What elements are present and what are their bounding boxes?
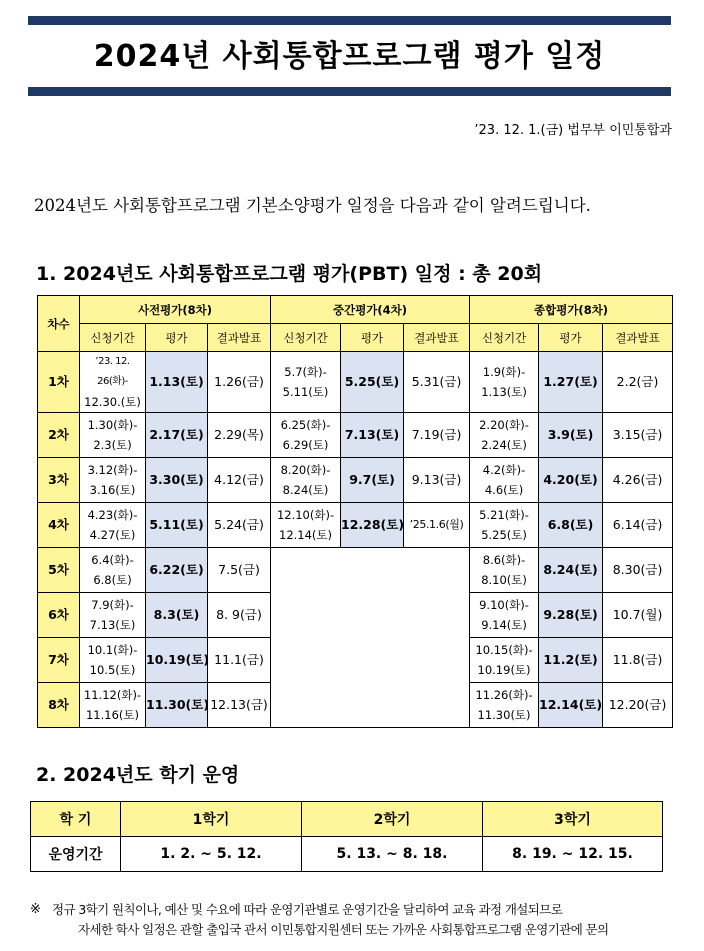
final-exam-cell: 3.9(토) — [539, 413, 603, 458]
mid-apply-cell: 12.10(화)- 12.14(토) — [271, 503, 341, 548]
mid-result-cell: 9.13(금) — [404, 458, 470, 503]
pre-exam-cell: 3.30(토) — [146, 458, 208, 503]
period-label: 운영기간 — [31, 837, 121, 872]
title-bottom-rule — [28, 87, 671, 96]
pre-apply-cell: 3.12(화)- 3.16(토) — [80, 458, 146, 503]
pre-exam-cell: 1.13(토) — [146, 352, 208, 413]
semester-label: 학 기 — [31, 802, 121, 837]
pre-apply-cell: 1.30(화)- 2.3(토) — [80, 413, 146, 458]
round-header: 차수 — [38, 296, 80, 352]
col-exam-date: 평가 — [146, 324, 208, 352]
pre-result-cell: 11.1(금) — [208, 638, 271, 683]
period-2: 5. 13. ~ 8. 18. — [302, 837, 483, 872]
round-label: 6차 — [38, 593, 80, 638]
semester-table — [30, 801, 663, 872]
final-apply-cell: 10.15(화)- 10.19(토) — [470, 638, 539, 683]
final-result-cell: 10.7(월) — [603, 593, 673, 638]
period-3: 8. 19. ~ 12. 15. — [483, 837, 663, 872]
pre-result-cell: 5.24(금) — [208, 503, 271, 548]
semester-3: 3학기 — [483, 802, 663, 837]
mid-result-cell: 7.19(금) — [404, 413, 470, 458]
mid-exam-cell: 5.25(토) — [341, 352, 404, 413]
note-mark: ※ — [30, 902, 41, 917]
col-apply-period: 신청기간 — [271, 324, 341, 352]
col-apply-period: 신청기간 — [80, 324, 146, 352]
table-row — [38, 503, 673, 548]
pre-exam-cell: 11.30(토) — [146, 683, 208, 728]
pre-result-cell: 2.29(목) — [208, 413, 271, 458]
final-apply-cell: 4.2(화)- 4.6(토) — [470, 458, 539, 503]
final-result-cell: 4.26(금) — [603, 458, 673, 503]
round-label: 4차 — [38, 503, 80, 548]
final-exam-cell: 4.20(토) — [539, 458, 603, 503]
col-apply-period: 신청기간 — [470, 324, 539, 352]
pre-result-cell: 12.13(금) — [208, 683, 271, 728]
mid-result-cell: ’25.1.6(월) — [404, 503, 470, 548]
mid-apply-cell: 5.7(화)- 5.11(토) — [271, 352, 341, 413]
final-result-cell: 2.2(금) — [603, 352, 673, 413]
col-exam-date: 평가 — [341, 324, 404, 352]
table-row — [38, 352, 673, 413]
final-exam-cell: 6.8(토) — [539, 503, 603, 548]
pre-apply-cell: 11.12(화)- 11.16(토) — [80, 683, 146, 728]
mid-apply-cell: 8.20(화)- 8.24(토) — [271, 458, 341, 503]
note-line-2: 자세한 학사 일정은 관할 출입국 관서 이민통합지원센터 또는 가까운 사회통합프로그램 운영기관에 문의 — [78, 922, 609, 937]
pre-exam-cell: 2.17(토) — [146, 413, 208, 458]
final-apply-cell: 2.20(화)- 2.24(토) — [470, 413, 539, 458]
pre-apply-cell: 10.1(화)- 10.5(토) — [80, 638, 146, 683]
mid-eval-empty-area — [271, 548, 470, 728]
pre-exam-cell: 5.11(토) — [146, 503, 208, 548]
semester-2: 2학기 — [302, 802, 483, 837]
pre-result-cell: 4.12(금) — [208, 458, 271, 503]
pre-result-cell: 8. 9(금) — [208, 593, 271, 638]
mid-exam-cell: 12.28(토) — [341, 503, 404, 548]
col-result-date: 결과발표 — [603, 324, 673, 352]
pre-exam-cell: 8.3(토) — [146, 593, 208, 638]
round-label: 7차 — [38, 638, 80, 683]
footnote — [30, 900, 680, 940]
mid-exam-cell: 7.13(토) — [341, 413, 404, 458]
pre-apply-cell: ’23. 12. 26(화)- 12.30.(토) — [80, 352, 146, 413]
note-line-1: 정규 3학기 원칙이나, 예산 및 수요에 따라 운영기관별로 운영기간을 달리하여 교육 과정 개설되므로 — [52, 902, 563, 917]
semester-1: 1학기 — [121, 802, 302, 837]
table-row — [38, 413, 673, 458]
mid-apply-cell: 6.25(화)- 6.29(토) — [271, 413, 341, 458]
final-apply-cell: 11.26(화)- 11.30(토) — [470, 683, 539, 728]
intro-text: 2024년도 사회통합프로그램 기본소양평가 일정을 다음과 같이 알려드립니다. — [34, 196, 591, 215]
round-label: 5차 — [38, 548, 80, 593]
mid-eval-header: 중간평가(4차) — [271, 296, 470, 324]
page-title: 2024년 사회통합프로그램 평가 일정 — [93, 39, 606, 74]
pre-exam-cell: 6.22(토) — [146, 548, 208, 593]
round-label: 8차 — [38, 683, 80, 728]
final-apply-cell: 1.9(화)- 1.13(토) — [470, 352, 539, 413]
pre-apply-cell: 4.23(화)- 4.27(토) — [80, 503, 146, 548]
final-apply-cell: 8.6(화)- 8.10(토) — [470, 548, 539, 593]
final-result-cell: 8.30(금) — [603, 548, 673, 593]
pre-apply-cell: 6.4(화)- 6.8(토) — [80, 548, 146, 593]
final-exam-cell: 1.27(토) — [539, 352, 603, 413]
round-label: 2차 — [38, 413, 80, 458]
evaluation-schedule-table — [37, 295, 673, 728]
col-exam-date: 평가 — [539, 324, 603, 352]
pre-exam-cell: 10.19(토) — [146, 638, 208, 683]
pre-result-cell: 1.26(금) — [208, 352, 271, 413]
round-label: 1차 — [38, 352, 80, 413]
final-exam-cell: 11.2(토) — [539, 638, 603, 683]
issue-date-department: ’23. 12. 1.(금) 법무부 이민통합과 — [474, 123, 672, 138]
col-result-date: 결과발표 — [208, 324, 271, 352]
final-eval-header: 종합평가(8차) — [470, 296, 673, 324]
period-1: 1. 2. ~ 5. 12. — [121, 837, 302, 872]
final-exam-cell: 8.24(토) — [539, 548, 603, 593]
section1-heading: 1. 2024년도 사회통합프로그램 평가(PBT) 일정 : 총 20회 — [36, 263, 543, 285]
pre-result-cell: 7.5(금) — [208, 548, 271, 593]
pre-apply-cell: 7.9(화)- 7.13(토) — [80, 593, 146, 638]
section2-heading: 2. 2024년도 학기 운영 — [36, 764, 240, 786]
pre-eval-header: 사전평가(8차) — [80, 296, 271, 324]
final-apply-cell: 9.10(화)- 9.14(토) — [470, 593, 539, 638]
final-result-cell: 11.8(금) — [603, 638, 673, 683]
final-result-cell: 12.20(금) — [603, 683, 673, 728]
round-label: 3차 — [38, 458, 80, 503]
table-row — [38, 548, 673, 593]
final-result-cell: 3.15(금) — [603, 413, 673, 458]
final-apply-cell: 5.21(화)- 5.25(토) — [470, 503, 539, 548]
table-row — [38, 458, 673, 503]
final-exam-cell: 12.14(토) — [539, 683, 603, 728]
final-result-cell: 6.14(금) — [603, 503, 673, 548]
mid-exam-cell: 9.7(토) — [341, 458, 404, 503]
final-exam-cell: 9.28(토) — [539, 593, 603, 638]
mid-result-cell: 5.31(금) — [404, 352, 470, 413]
title-top-rule — [28, 16, 671, 25]
col-result-date: 결과발표 — [404, 324, 470, 352]
